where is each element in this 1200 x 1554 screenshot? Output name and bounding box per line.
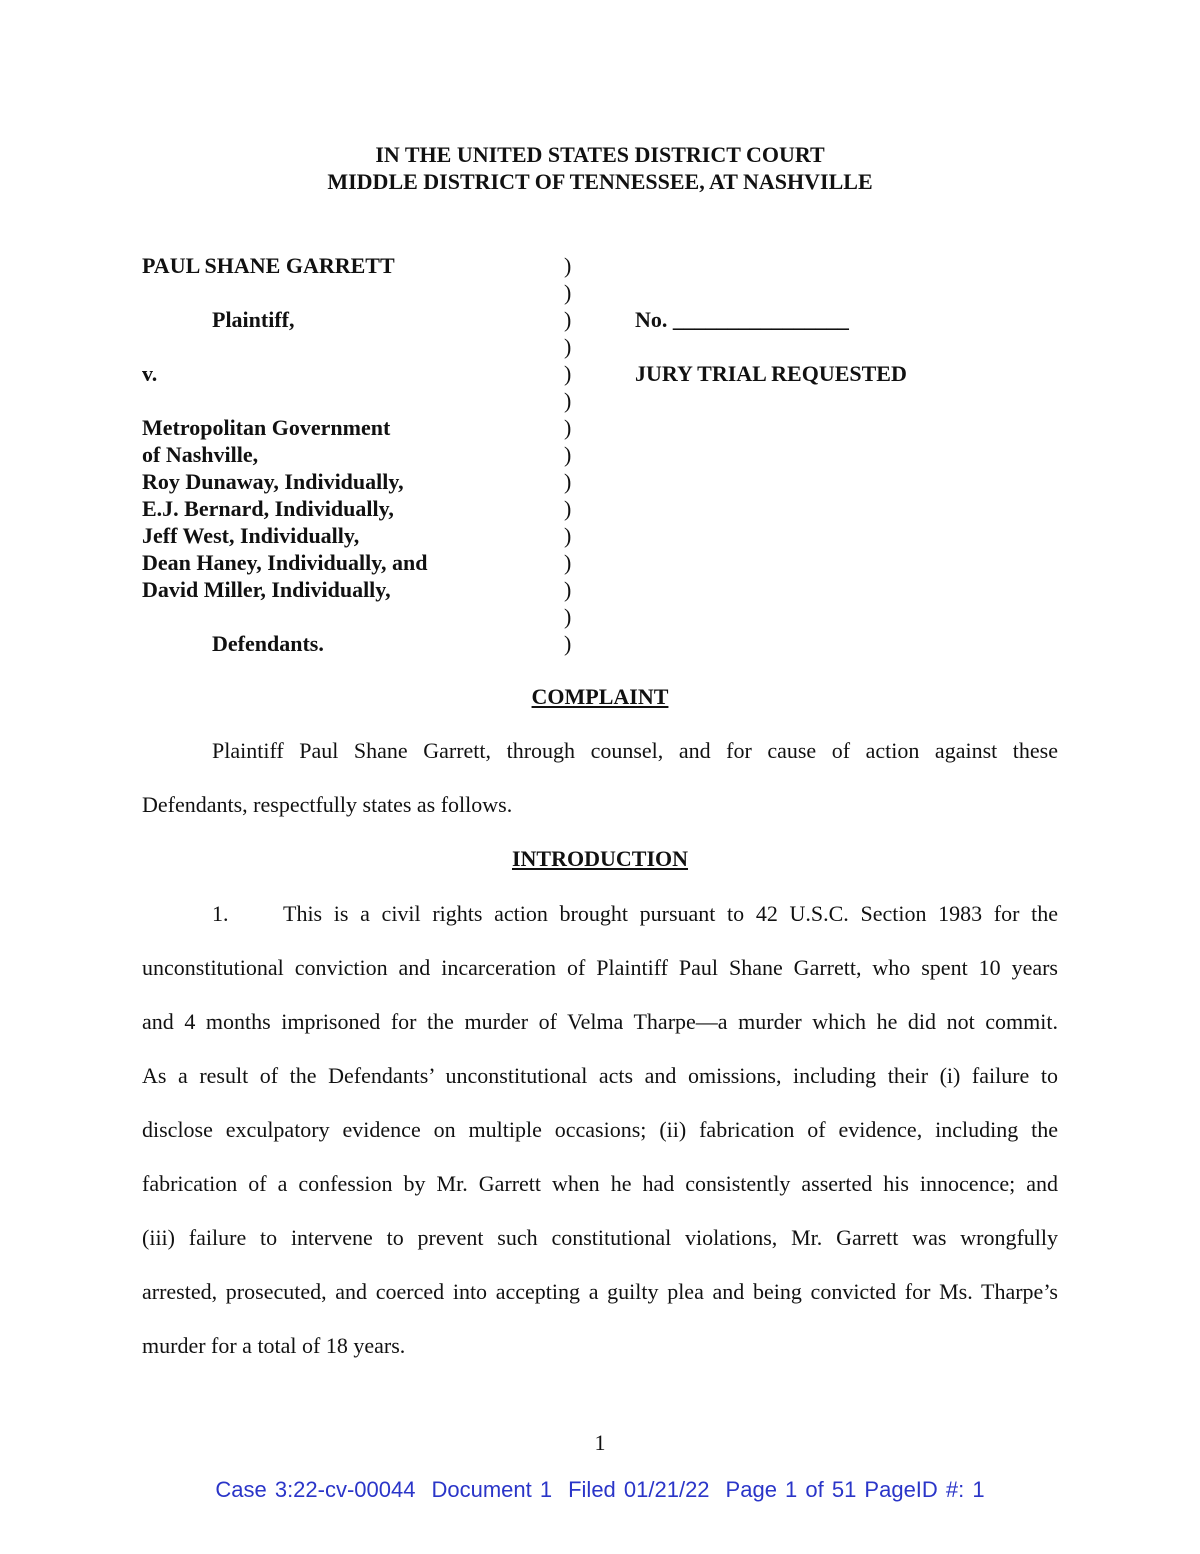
paragraph-line: disclose exculpatory evidence on multiple occasions; (ii) fabrication of evidence, including the	[142, 1117, 1058, 1142]
caption-paren: )	[564, 415, 572, 440]
defendant-list	[142, 414, 428, 603]
caption-paren: )	[564, 442, 572, 467]
complaint-intro-line: Plaintiff Paul Shane Garrett, through counsel, and for cause of action against these	[212, 738, 1058, 763]
paragraph-line: fabrication of a confession by Mr. Garrett when he had consistently asserted his innocence; and	[142, 1171, 1058, 1196]
filing-date: Filed 01/21/22	[568, 1477, 710, 1502]
caption-paren: )	[564, 550, 572, 575]
defendant-line: of Nashville,	[142, 442, 259, 467]
caption-paren: )	[564, 523, 572, 548]
paragraph-line: This is a civil rights action brought pursuant to 42 U.S.C. Section 1983 for the	[283, 901, 1058, 926]
caption-paren: )	[564, 334, 572, 359]
jury-trial-request: JURY TRIAL REQUESTED	[635, 361, 907, 386]
paragraph-line: unconstitutional conviction and incarceration of Plaintiff Paul Shane Garrett, who spent 10 years	[142, 955, 1058, 980]
paragraph-line: (iii) failure to intervene to prevent such constitutional violations, Mr. Garrett was wrongfully	[142, 1225, 1058, 1250]
filing-case-number: Case 3:22-cv-00044	[215, 1477, 416, 1502]
defendant-line: E.J. Bernard, Individually,	[142, 496, 394, 521]
defendant-line: David Miller, Individually,	[142, 577, 391, 602]
caption-paren: )	[564, 280, 572, 305]
paragraph-line: arrested, prosecuted, and coerced into accepting a guilty plea and being convicted for Ms. Tharpe’s	[142, 1279, 1058, 1304]
caption-paren: )	[564, 388, 572, 413]
caption-paren: )	[564, 577, 572, 602]
defendant-line: Jeff West, Individually,	[142, 523, 360, 548]
filing-document: Document 1	[431, 1477, 553, 1502]
plaintiff-name: PAUL SHANE GARRETT	[142, 253, 395, 278]
filing-stamp	[0, 1477, 1200, 1503]
versus: v.	[142, 361, 158, 386]
caption-paren: )	[564, 604, 572, 629]
page-number: 1	[594, 1430, 606, 1455]
case-number-field: No. ________________	[635, 307, 849, 332]
court-district: MIDDLE DISTRICT OF TENNESSEE, AT NASHVILLE	[327, 169, 873, 194]
paragraph-number: 1.	[212, 901, 229, 926]
court-name: IN THE UNITED STATES DISTRICT COURT	[375, 142, 825, 167]
plaintiff-role: Plaintiff,	[212, 307, 295, 332]
paragraph-line: and 4 months imprisoned for the murder of Velma Tharpe—a murder which he did not commit.	[142, 1009, 1058, 1034]
caption-paren: )	[564, 361, 572, 386]
defendant-line: Roy Dunaway, Individually,	[142, 469, 404, 494]
complaint-intro-line: Defendants, respectfully states as follows.	[142, 792, 513, 817]
complaint-heading: COMPLAINT	[531, 684, 669, 709]
defendant-line: Dean Haney, Individually, and	[142, 550, 428, 575]
caption-paren: )	[564, 631, 572, 656]
paragraph-line: As a result of the Defendants’ unconstitutional acts and omissions, including their (i) failure to	[142, 1063, 1058, 1088]
paragraph-line: murder for a total of 18 years.	[142, 1333, 406, 1358]
caption-paren: )	[564, 307, 572, 332]
caption-paren-column	[564, 252, 571, 657]
caption-paren: )	[564, 496, 572, 521]
caption-paren: )	[564, 469, 572, 494]
defendant-role: Defendants.	[212, 631, 324, 656]
filing-page-id: Page 1 of 51 PageID #: 1	[725, 1477, 985, 1502]
introduction-heading: INTRODUCTION	[511, 846, 689, 871]
caption-paren: )	[564, 253, 572, 278]
defendant-line: Metropolitan Government	[142, 415, 391, 440]
